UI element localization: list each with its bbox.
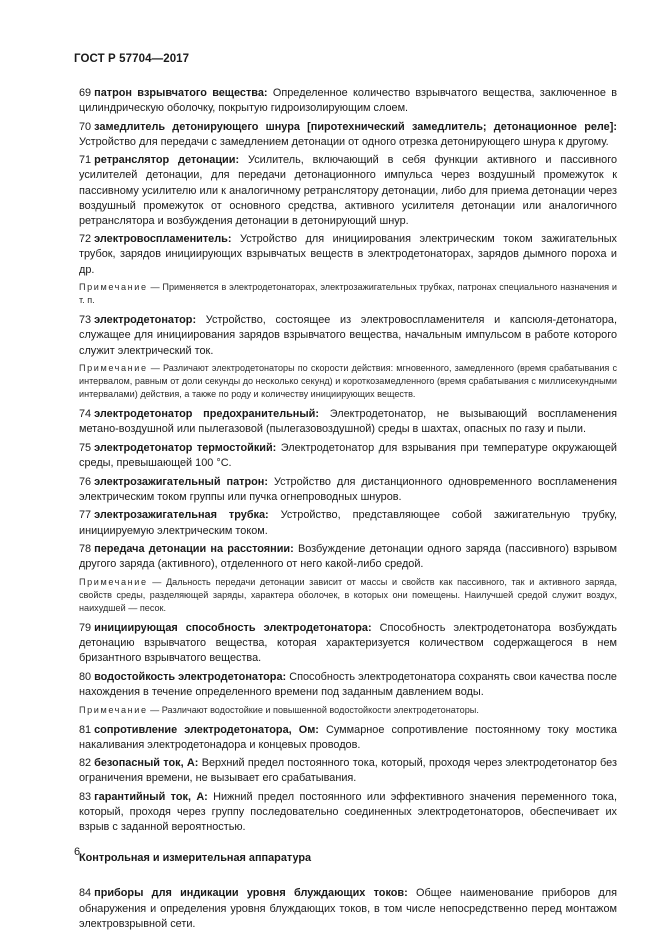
section-heading: Контрольная и измерительная аппаратура (79, 852, 312, 865)
term-entry (79, 475, 617, 505)
term-definition: Способность электродетонатора возбуждать детонацию взрывчатого вещества, которая характеризуется количеством содержащегося в нем бризантного взрывчатого вещества. (79, 622, 617, 665)
term-number: 80 (79, 670, 92, 683)
term-number: 72 (79, 233, 92, 246)
term-entry (79, 790, 617, 835)
term-name: передача детонации на расстоянии: (94, 543, 294, 556)
term-number: 77 (79, 509, 92, 522)
term-entry (79, 441, 617, 471)
term-entry (79, 756, 617, 786)
term-number: 78 (79, 543, 92, 556)
term-definition: Устройство для передачи с замедлением детонации от одного отрезка детонирующего шнура к другому. (79, 135, 609, 148)
term-definition: Верхний предел постоянного тока, который, проходя через электродетонатор без ограничения времени, не вызывает его срабатывания. (79, 757, 617, 785)
page-number: 6 (74, 846, 81, 858)
term-definition: Устройство для инициирования электрическим током зажигательных трубок, зарядов инициирующих взрывчатых веществ в электродетонаторах, зарядов дымного пороха и др. (79, 233, 617, 276)
term-name: электровоспламенитель: (94, 233, 232, 246)
term-name: ретранслятор детонации: (94, 154, 240, 167)
term-entry (79, 508, 617, 538)
term-number: 71 (79, 154, 92, 167)
term-number: 82 (79, 757, 92, 770)
term-entry (79, 86, 617, 116)
note (79, 704, 617, 717)
term-definition: Возбуждение детонации одного заряда (пассивного) взрывом другого заряда (активного), отделенного от него какой-либо средой. (79, 543, 617, 571)
note (79, 576, 617, 615)
term-name: гарантийный ток, А: (94, 791, 208, 804)
term-definition: Способность электродетонатора сохранять свои качества после нахождения в течение определенного времени под заданным давлением воды. (79, 670, 617, 698)
term-entry (79, 886, 617, 931)
term-definition: Устройство, представляющее собой зажигательную трубку, инициируемую электрическим током. (79, 509, 618, 537)
term-number: 83 (79, 791, 92, 804)
term-number: 84 (79, 887, 92, 900)
note-text: — Различают водостойкие и повышенной водостойкости электродетонаторы. (150, 704, 479, 715)
note (79, 281, 617, 307)
term-name: водостойкость электродетонатора: (94, 670, 287, 683)
term-number: 74 (79, 408, 92, 421)
term-definition: Определенное количество взрывчатого вещества, заключенное в цилиндрическую оболочку, покрытую гидроизолирующим слоем. (79, 87, 617, 115)
term-number: 69 (79, 87, 92, 99)
note-label: Примечание (79, 363, 148, 374)
term-name: сопротивление электродетонатора, Ом: (94, 723, 319, 736)
term-entry (79, 542, 617, 572)
term-entry (79, 313, 617, 358)
term-number: 70 (79, 120, 92, 133)
note-text: — Дальность передачи детонации зависит от массы и свойств как пассивного, так и активного заряда, свойств среды, разделяющей заряды, характера оболочек, в которых они помещены. Наилучшей средой служит воздух, наихудшей — песок. (79, 576, 617, 613)
note-text: — Различают электродетонаторы по скорости действия: мгновенного, замедленного (время срабатывания с интервалом, равным от доли секунды до несколько секунд) и короткозамедленного (время срабатывания с миллисекундными интервалами) действия, а также по роду и количеству инициирующих веществ. (79, 363, 617, 400)
note (79, 362, 617, 401)
term-name: электродетонатор термостойкий: (94, 442, 277, 455)
term-name: замедлитель детонирующего шнура [пиротехнический замедлитель; детонационное реле]: (94, 120, 617, 133)
term-number: 76 (79, 475, 92, 488)
term-entry (79, 407, 617, 437)
note-text: — Применяется в электродетонаторах, электрозажигательных трубках, патронах специального назначения и т. п. (79, 282, 617, 306)
term-entry (79, 621, 617, 666)
standard-designation: ГОСТ Р 57704—2017 (74, 53, 190, 65)
term-name: электрозажигательная трубка: (94, 509, 269, 522)
term-name: приборы для индикации уровня блуждающих токов: (94, 887, 408, 900)
term-name: патрон взрывчатого вещества: (94, 87, 268, 99)
term-entry (79, 232, 617, 277)
term-entry (79, 723, 617, 753)
note-label: Примечание (79, 576, 148, 587)
term-definition: Суммарное сопротивление постоянному току мостика накаливания электродетонадора и концевых проводов. (79, 723, 617, 751)
terms-list (79, 86, 617, 935)
term-number: 73 (79, 314, 92, 327)
note-label: Примечание (79, 282, 148, 293)
term-name: безопасный ток, А: (94, 757, 199, 770)
term-entry (79, 153, 617, 228)
term-definition: Усилитель, включающий в себя функции активного и пассивного усилителей детонации, для передачи детонационного импульса через воздушный промежуток к пассивному усилителю или к аналогичному ретранслятору детонации, либо для приема детонации через воздушный промежуток от основного средства, активного усилителя детонации или аналогичного ретранслятора и возбуждения детонации в детонирующий шнур. (79, 154, 618, 227)
term-definition: Устройство, состоящее из электровоспламенителя и капсюля-детонатора, служащее для инициирования зарядов взрывчатого вещества, начальным импульсом в работе которого служит электрический ток. (79, 314, 617, 357)
term-name: инициирующая способность электродетонатора: (94, 622, 372, 635)
term-entry (79, 120, 617, 150)
term-name: электрозажигательный патрон: (94, 475, 268, 488)
term-entry (79, 670, 617, 700)
term-number: 79 (79, 622, 92, 635)
term-name: электродетонатор предохранительный: (94, 408, 320, 421)
term-number: 75 (79, 442, 92, 455)
term-definition: Общее наименование приборов для обнаружения и определения уровня блуждающих токов, в том числе непосредственно перед монтажом электровзрывной сети. (79, 887, 617, 930)
term-definition: Нижний предел постоянного или эффективного значения переменного тока, который, проходя через группу последовательно соединенных электродетонаторов, обеспечивает их взрыв с заданной вероятностью. (79, 791, 617, 834)
note-label: Примечание (79, 704, 148, 715)
term-number: 81 (79, 723, 92, 736)
term-definition: Устройство для дистанционного одновременного воспламенения электрическим током группы или пучка огнепроводных шнуров. (79, 475, 618, 503)
term-definition: Электродетонатор для взрывания при температуре окружающей среды, превышающей 100 °С. (79, 442, 617, 470)
term-name: электродетонатор: (94, 314, 197, 327)
term-definition: Электродетонатор, не вызывающий воспламенения метано-воздушной или пылегазовой (пылегазовоздушной) среды в шахтах, опасных по газу и пыли. (79, 408, 618, 436)
